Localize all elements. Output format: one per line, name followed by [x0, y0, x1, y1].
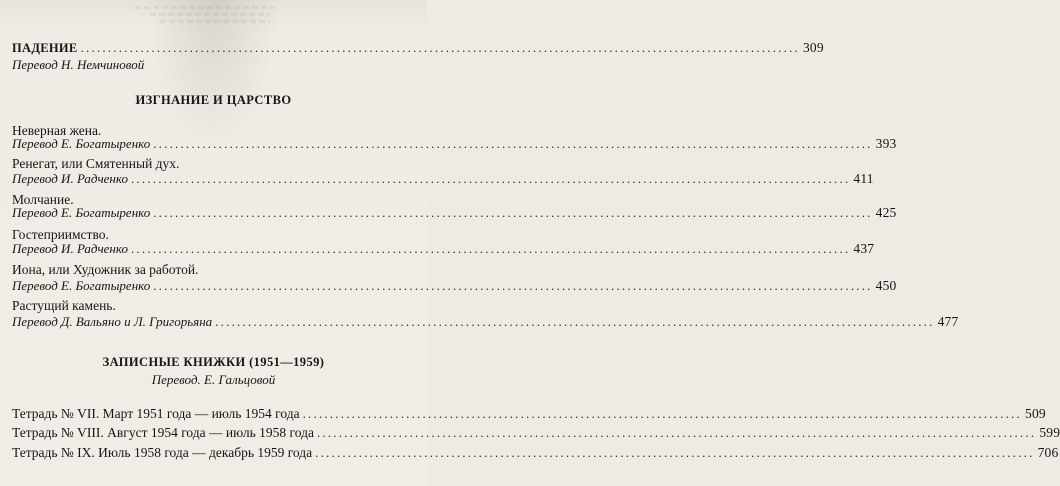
- translator-credit: Перевод И. Радченко: [12, 241, 128, 256]
- entry-title: Ренегат, или Смятенный дух.: [12, 156, 180, 171]
- translator-credit: Перевод Е. Богатыренко: [12, 205, 151, 220]
- dot-leader: ....................................................................................................................................: [215, 314, 935, 329]
- dot-leader: ....................................................................................................................................: [153, 205, 873, 220]
- section-heading-notebooks: ЗАПИСНЫЕ КНИЖКИ (1951—1959): [102, 355, 325, 369]
- page-number: 599: [1039, 425, 1060, 440]
- page-number: 425: [875, 205, 897, 220]
- toc-entry-translator-story4: [12, 239, 875, 257]
- entry-title: Тетрадь № VIII. Август 1954 года — июль 1958 года: [12, 425, 314, 440]
- dot-leader: ....................................................................................................................................: [153, 278, 873, 293]
- dot-leader: ....................................................................................................................................: [302, 406, 1023, 421]
- translator-credit: Перевод Д. Вальяно и Л. Григорьяна: [12, 314, 213, 329]
- bleed-through-mark: [135, 6, 275, 9]
- toc-entry-translator-story5: [12, 276, 897, 294]
- toc-entry-notebook8: [12, 423, 1060, 441]
- page-number: 411: [853, 171, 874, 186]
- entry-title: Растущий камень.: [12, 298, 116, 313]
- page-number: 706: [1037, 445, 1059, 460]
- entry-title: Молчание.: [12, 192, 74, 207]
- page-number: 450: [875, 278, 897, 293]
- bleed-through-mark: [150, 13, 270, 16]
- toc-entry-notebook9: [12, 443, 1059, 461]
- entry-title: Гостеприимство.: [12, 227, 109, 242]
- entry-title: Тетрадь № VII. Март 1951 года — июль 1954 года: [12, 406, 300, 421]
- page-number: 437: [853, 241, 875, 256]
- translator-credit: Перевод И. Радченко: [12, 171, 128, 186]
- translator-credit: Перевод Е. Богатыренко: [12, 278, 151, 293]
- page-number: 477: [937, 314, 959, 329]
- entry-title: ПАДЕНИЕ: [12, 41, 78, 55]
- toc-entry-translator-padenie: [12, 55, 414, 73]
- dot-leader: ....................................................................................................................................: [315, 445, 1035, 460]
- dot-leader: ....................................................................................................................................: [130, 171, 851, 186]
- entry-title: Неверная жена.: [12, 123, 102, 138]
- dot-leader: ....................................................................................................................................: [80, 40, 800, 55]
- toc-entry-notebook7: [12, 404, 1046, 422]
- translator-credit: Перевод Е. Богатыренко: [12, 136, 151, 151]
- section-heading-exile: ИЗГНАНИЕ И ЦАРСТВО: [135, 93, 292, 107]
- page-number: 393: [875, 136, 897, 151]
- page-number: 309: [802, 40, 824, 55]
- entry-title: Иона, или Художник за работой.: [12, 262, 199, 277]
- toc-entry-translator-story2: [12, 169, 874, 187]
- page-number: 509: [1025, 406, 1046, 421]
- translator-credit: Перевод Н. Немчиновой: [12, 57, 145, 72]
- dot-leader: ....................................................................................................................................: [316, 425, 1037, 440]
- dot-leader: ....................................................................................................................................: [130, 241, 851, 256]
- toc-entry-translator-story1: [12, 134, 897, 152]
- toc-entry-translator-story6: [12, 312, 959, 330]
- entry-title: Тетрадь № IX. Июль 1958 года — декабрь 1959 года: [12, 445, 313, 460]
- section-translator-notebooks: Перевод. Е. Гальцовой: [151, 372, 276, 387]
- toc-entry-translator-story3: [12, 203, 897, 221]
- bleed-through-mark: [160, 20, 270, 23]
- dot-leader: ....................................................................................................................................: [153, 136, 873, 151]
- toc-entry-title-padenie: [12, 38, 824, 56]
